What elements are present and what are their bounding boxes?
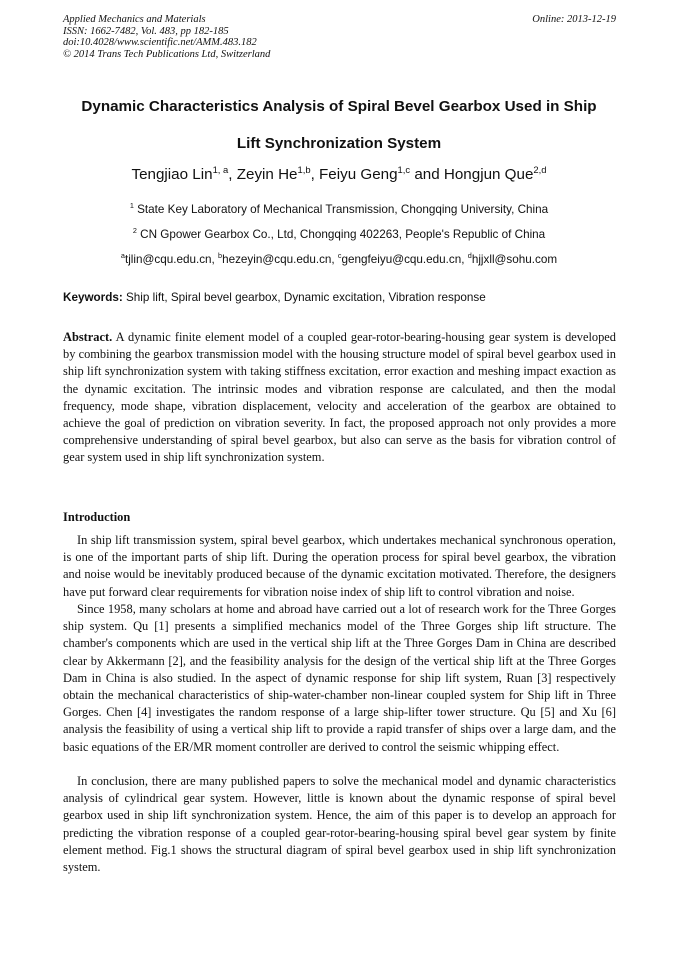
issn-line: ISSN: 1662-7482, Vol. 483, pp 182-185 — [63, 25, 229, 37]
email-address: gengfeiyu@cqu.edu.cn, — [341, 253, 468, 266]
intro-paragraph-1: In ship lift transmission system, spiral bevel gearbox, which undertakes mechanical synchronous operation, is one of the important parts of ship lift. During the operation process for spiral bevel gearbox, the vibration and noise would be inevitably produced because of the dynamic excitation motivated. Therefore, the designers have put forward clear requirements for vibration noise index of ship lift to control vibration and noise. — [63, 533, 616, 599]
author-affiliation-mark: 2,d — [533, 163, 547, 175]
author-affiliation-mark: 1,c — [397, 163, 411, 175]
affiliation-mark: 2 — [132, 226, 137, 236]
affiliation-mark: 1 — [129, 201, 134, 211]
author-conjunction: and — [410, 166, 444, 183]
keywords — [63, 290, 616, 305]
email-address: tjlin@cqu.edu.cn, — [124, 253, 219, 266]
journal-name: Applied Mechanics and Materials — [63, 14, 206, 25]
title-line-1: Dynamic Characteristics Analysis of Spiral Bevel Gearbox Used in Ship — [81, 98, 597, 115]
intro-paragraph-3: In conclusion, there are many published papers to solve the mechanical model and dynamic characteristics analysis of cylindrical gear system. However, little is known about the dynamic response of spiral bevel gearbox used in ship lift synchronization system. Hence, the aim of this paper is to develop an approach for predicting the vibration response of a coupled gear-rotor-bearing-housing spiral bevel gear system by finite element method. Fig.1 shows the structural diagram of spiral bevel gearbox used in ship lift synchronization system. — [63, 774, 616, 875]
author-separator: , — [228, 166, 237, 183]
author-name: Tengjiao Lin — [131, 166, 213, 183]
email-mark: d — [467, 251, 472, 261]
email-address: hjjxll@sohu.com — [471, 253, 558, 266]
author-affiliation-mark: 1,b — [297, 163, 311, 175]
online-date: Online: 2013-12-19 — [532, 14, 616, 25]
author-separator: , — [310, 166, 320, 183]
author-name: Hongjun Que — [443, 166, 534, 183]
paper-title — [40, 88, 638, 162]
email-address: hezeyin@cqu.edu.cn, — [222, 253, 338, 266]
author-emails — [40, 252, 638, 267]
intro-paragraph-2: Since 1958, many scholars at home and abroad have carried out a lot of research work for the Three Gorges ship system. Qu [1] presents a simplified mechanics model of the Three Gorges ship lift structure. The chamber's components which are used in the vertical ship lift at the Three Gorges Dam in China are described clear by Akkermann [2], and the feasibility analysis for the design of the vertical ship lift at the Three Gorges Dam in China is also studied. In the aspect of dynamic response for ship lift system, Ruan [3] respectively obtain the mechanical characteristics of ship-water-chamber non-linear coupled system for Ship lift in Three Gorges. Chen [4] investigates the random response of a large ship-lifter tower structure. Qu [5] and Xu [6] analysis the feasibility of using a vertical ship lift to provide a rapid transfer of ships over a large dam, and the basic equations of the ER/MR moment controller are derived to control the seismic whipping effect. — [63, 602, 616, 754]
abstract-text: A dynamic finite element model of a coupled gear-rotor-bearing-housing gear system is developed by combining the gearbox transmission model with the housing structure model of spiral bevel gearbox used in ship lift synchronization system with taking stiffness excitation, error exaction and meshing impact exaction as the dynamic excitation. The intrinsic modes and vibration response are calculated, and then the modal frequency, mode shape, vibration displacement, velocity and acceleration of the gearbox are obtained to achieve the goal of prediction on vibration severity. In fact, the proposed approach not only provides a more comprehensive understanding of spiral bevel gearbox, but also can serve as the basis for vibration control of gear system used in ship lift synchronization system. — [63, 330, 616, 465]
email-mark: c — [337, 251, 342, 261]
affiliation-2 — [40, 227, 638, 242]
abstract-label: Abstract. — [63, 330, 113, 344]
author-list — [40, 165, 638, 185]
title-line-2: Lift Synchronization System — [236, 135, 442, 152]
keywords-text: Ship lift, Spiral bevel gearbox, Dynamic excitation, Vibration response — [122, 291, 486, 304]
copyright-line: © 2014 Trans Tech Publications Ltd, Switzerland — [63, 48, 271, 60]
author-name: Zeyin He — [236, 166, 298, 183]
author-affiliation-mark: 1, a — [212, 163, 229, 175]
section-heading-introduction: Introduction — [63, 510, 131, 524]
email-mark: b — [218, 251, 223, 261]
email-mark: a — [120, 251, 125, 261]
affiliation-text: State Key Laboratory of Mechanical Transmission, Chongqing University, China — [133, 203, 549, 216]
author-name: Feiyu Geng — [319, 166, 398, 183]
keywords-label: Keywords: — [63, 291, 123, 304]
affiliation-text: CN Gpower Gearbox Co., Ltd, Chongqing 402263, People's Republic of China — [136, 228, 546, 241]
affiliation-1 — [40, 202, 638, 217]
doi-line: doi:10.4028/www.scientific.net/AMM.483.182 — [63, 37, 257, 49]
abstract — [63, 329, 616, 467]
journal-header — [63, 14, 616, 60]
